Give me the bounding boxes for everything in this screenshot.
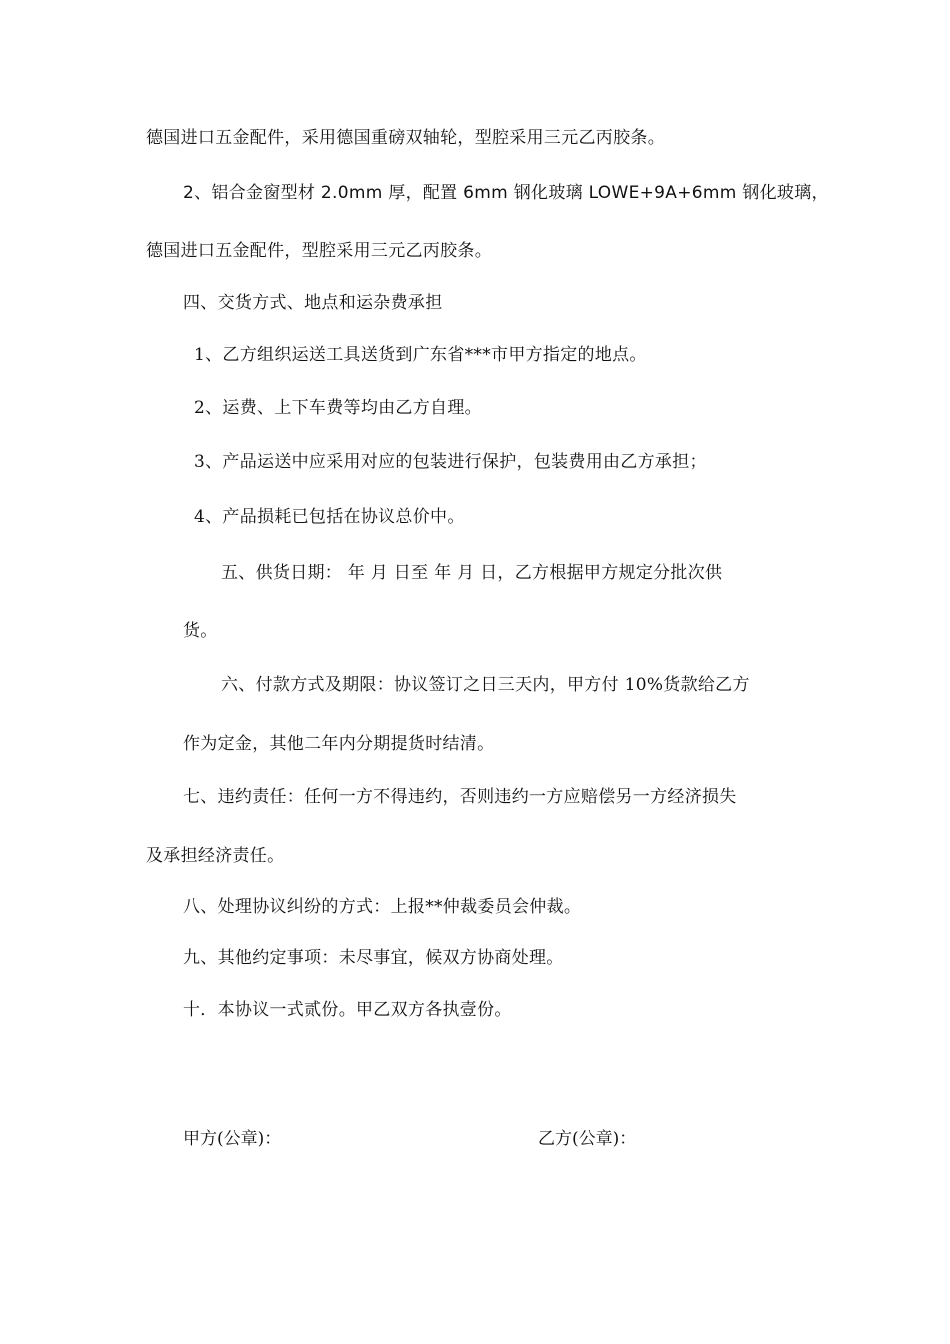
paragraph-line: 4、产品损耗已包括在协议总价中。: [194, 507, 465, 527]
paragraph-line: 八、处理协议纠纷的方式：上报**仲裁委员会仲裁。: [183, 897, 582, 917]
section-heading: 四、交货方式、地点和运杂费承担: [183, 293, 443, 313]
paragraph-line: 3、产品运送中应采用对应的包装进行保护，包装费用由乙方承担；: [194, 452, 707, 472]
paragraph-line: 七、违约责任：任何一方不得违约，否则违约一方应赔偿另一方经济损失: [183, 787, 737, 807]
paragraph-line: 货。: [183, 621, 218, 641]
paragraph-line: 九、其他约定事项：未尽事宜，候双方协商处理。: [183, 948, 564, 968]
party-b-signature-label: 乙方(公章)：: [538, 1129, 637, 1149]
paragraph-line: 五、供货日期： 年 月 日至 年 月 日，乙方根据甲方规定分批次供: [221, 563, 723, 583]
paragraph-line: 十．本协议一式贰份。甲乙双方各执壹份。: [183, 1000, 512, 1020]
paragraph-line: 2、运费、上下车费等均由乙方自理。: [194, 398, 482, 418]
paragraph-line: 2、铝合金窗型材 2.0mm 厚，配置 6mm 钢化玻璃 LOWE+9A+6mm 钢化玻璃，: [183, 183, 829, 203]
paragraph-line: 及承担经济责任。: [146, 846, 285, 866]
paragraph-line: 德国进口五金配件，型腔采用三元乙丙胶条。: [146, 241, 492, 261]
party-a-signature-label: 甲方(公章)：: [183, 1129, 282, 1149]
paragraph-line: 六、付款方式及期限：协议签订之日三天内，甲方付 10%货款给乙方: [221, 675, 750, 695]
paragraph-line: 德国进口五金配件，采用德国重磅双轴轮，型腔采用三元乙丙胶条。: [146, 128, 665, 148]
paragraph-line: 1、乙方组织运送工具送货到广东省***市甲方指定的地点。: [194, 345, 647, 365]
paragraph-line: 作为定金，其他二年内分期提货时结清。: [183, 734, 495, 754]
